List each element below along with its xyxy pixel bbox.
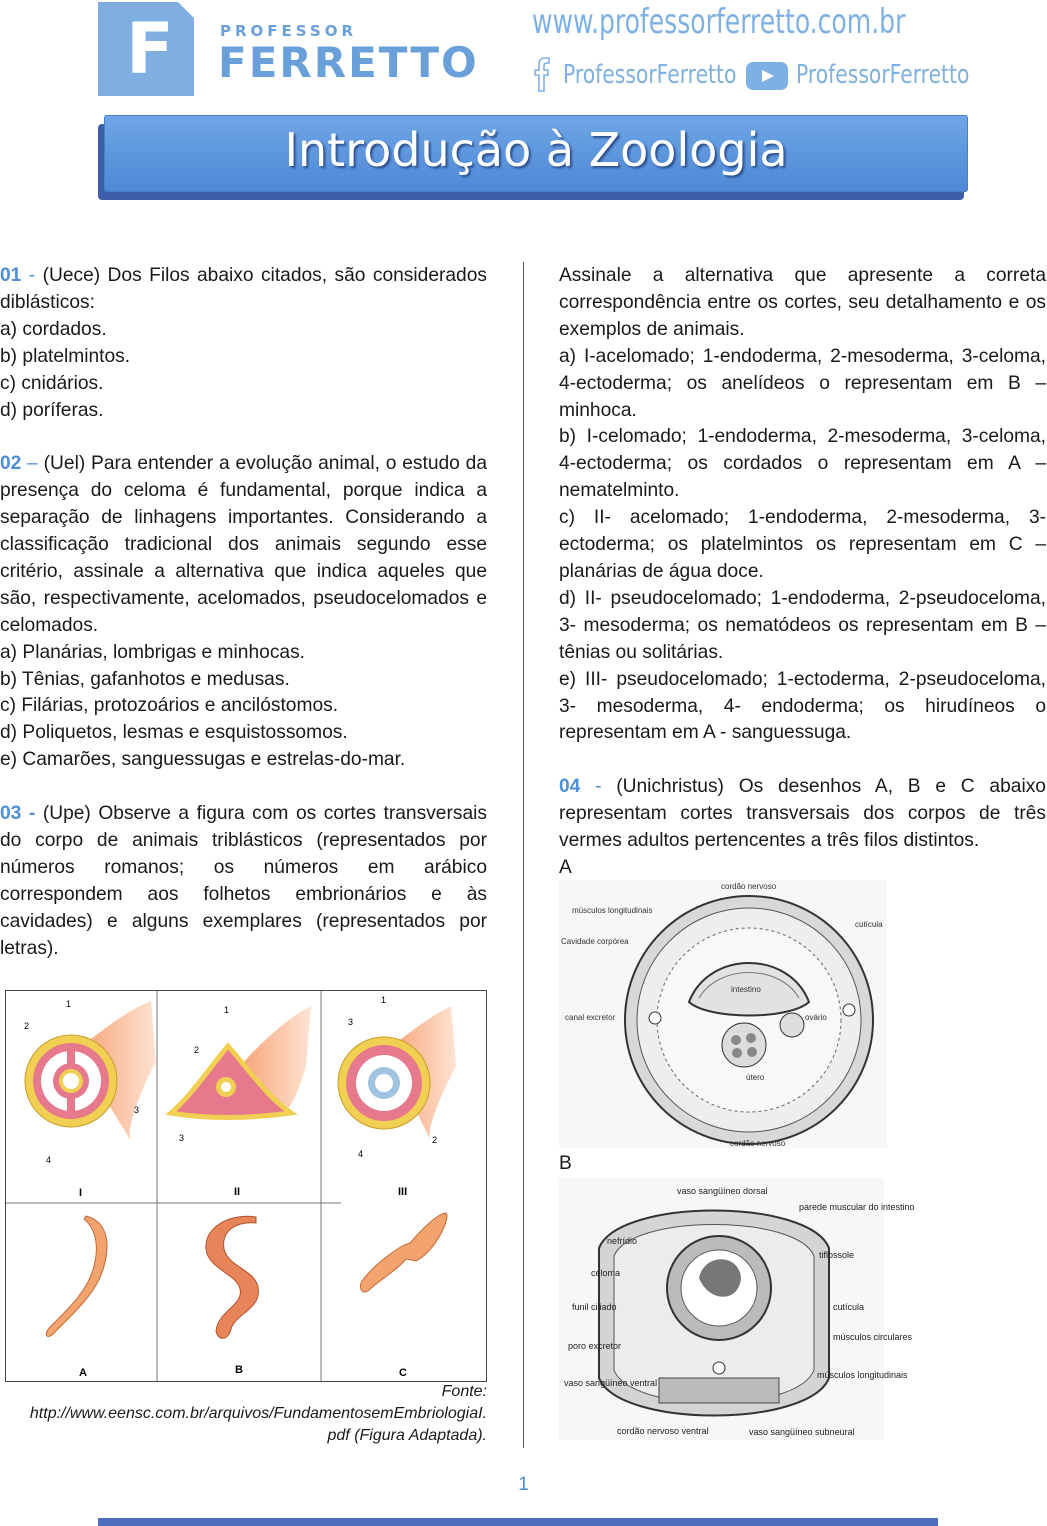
option: d) II- pseudocelomado; 1-endoderma, 2-pseudoceloma, 3- mesoderma; os nematódeos os representam em B – tênias ou solitárias.: [559, 587, 1046, 663]
youtube-handle[interactable]: ProfessorFerretto: [796, 60, 970, 90]
question-text: (Unichristus) Os desenhos A, B e C abaixo representam cortes transversais dos corpos de três vermes adultos pertencentes a três filos distintos.: [559, 776, 1046, 852]
question-number: 02: [0, 453, 22, 475]
figure-b-label: funil ciliado: [572, 1302, 617, 1312]
option: a) Planárias, lombrigas e minhocas.: [0, 641, 306, 663]
figure-b-label: vaso sangüíneo subneural: [749, 1427, 855, 1437]
figure-number: 2: [432, 1135, 438, 1145]
figure-b-label: vaso sangüíneo dorsal: [677, 1186, 768, 1196]
figure-a-label: Cavidade corpórea: [561, 937, 629, 946]
source-label: Fonte:: [441, 1383, 487, 1400]
figure-b-label: músculos circulares: [833, 1332, 913, 1342]
logo-notch: [178, 2, 194, 18]
question-04: 04 - (Unichristus) Os desenhos A, B e C abaixo representam cortes transversais dos corpos de três vermes adultos pertencentes a três filos distintos.: [559, 776, 1046, 852]
figure-letter-label: A: [79, 1367, 87, 1379]
figure-number: 1: [381, 995, 387, 1005]
figure-roman-label: II: [234, 1186, 241, 1198]
figure-number: 1: [66, 999, 72, 1009]
figure-b-label: nefrídio: [607, 1236, 638, 1246]
worm-B-illustration: [206, 1216, 259, 1338]
figure-a-label: útero: [746, 1073, 765, 1082]
option: a) I-acelomado; 1-endoderma, 2-mesoderma, 3-celoma, 4-ectoderma; os anelídeos o representam em B – minhoca.: [559, 345, 1046, 421]
facebook-handle[interactable]: ProfessorFerretto: [563, 60, 737, 90]
footer-bar: [98, 1518, 938, 1526]
figure-roman-label: I: [79, 1187, 83, 1199]
figure-a-label: cordão nervoso: [730, 1139, 786, 1148]
page-title: Introdução à Zoologia: [284, 123, 788, 177]
worm-section-A-figure: [559, 880, 887, 1148]
figure-label-b: B: [559, 1153, 572, 1174]
option: b) platelmintos.: [0, 345, 131, 367]
figure-number: 4: [358, 1149, 364, 1159]
option: a) cordados.: [0, 318, 107, 340]
worm-A-illustration: [46, 1216, 107, 1337]
figure-b-label: vaso sangüíneo ventral: [564, 1378, 658, 1388]
figure-roman-label: III: [398, 1186, 408, 1198]
option: e) III- pseudocelomado; 1-ectoderma, 2-pseudoceloma, 3- mesoderma, 4- endoderma; os hirudíneos o representam em A - sanguessuga.: [559, 668, 1046, 744]
section-III-diagram: [338, 1006, 456, 1141]
facebook-icon: [534, 56, 550, 92]
question-number: 01: [0, 265, 22, 286]
figure-label-a: A: [559, 856, 572, 878]
figure-b-label: parede muscular do intestino: [799, 1202, 915, 1212]
question-03-prompt: Assinale a alternativa que apresente a correta correspondência entre os cortes, seu detalhamento e os exemplos de animais.: [559, 265, 1046, 340]
figure-a-label: intestino: [731, 985, 761, 994]
question-text: (Uece) Dos Filos abaixo citados, são considerados diblásticos:: [0, 265, 487, 313]
figure-number: 3: [179, 1133, 185, 1143]
source-tail: pdf (Figura Adaptada).: [327, 1427, 487, 1444]
question-text: (Uel) Para entender a evolução animal, o estudo da presença do celoma é fundamental, porque indica a separação de linhagens importantes. Considerando a classificação tradicional dos animais segundo esse critério, assinale a alternativa que indica aqueles que são, respectivamente, acelomados, pseudocelomados e celomados.: [0, 453, 487, 636]
question-number: 03 -: [0, 803, 36, 825]
option: c) Filárias, protozoários e ancilóstomos.: [0, 695, 339, 717]
figure-b-label: tiflossole: [819, 1250, 855, 1260]
figure-number: 2: [24, 1021, 30, 1031]
option: c) cnidários.: [0, 372, 104, 394]
figure-source: [0, 1381, 487, 1447]
figure-letter-label: C: [399, 1367, 407, 1379]
brand-professor: PROFESSOR: [220, 22, 358, 40]
worm-section-B-figure: [559, 1178, 915, 1440]
section-II-diagram: [171, 1006, 311, 1118]
website-link[interactable]: www.professorferretto.com.br: [532, 2, 906, 42]
figure-a-label: músculos longitudinais: [572, 906, 653, 915]
figure-b-label: poro excretor: [568, 1341, 622, 1351]
figure-b-label: cordão nervoso ventral: [617, 1426, 709, 1436]
brand-ferretto: FERRETTO: [218, 38, 479, 87]
question-02: 02 – (Uel) Para entender a evolução animal, o estudo da presença do celoma é fundamental, porque indica a separação de linhagens importantes. Considerando a classificação tradicional dos animais segundo esse critério, assinale a alternativa que indica aqueles que são, respectivamente, acelomados, pseudocelomados e celomados.: [0, 453, 487, 636]
embryology-figure: [5, 990, 487, 1382]
figure-number: 3: [134, 1105, 140, 1115]
section-I-diagram: [25, 1001, 156, 1141]
option: d) poríferas.: [0, 399, 104, 421]
figure-number: 3: [348, 1017, 354, 1027]
figure-b-label: cutícula: [833, 1302, 865, 1312]
figure-number: 4: [46, 1155, 52, 1165]
option: d) Poliquetos, lesmas e esquistossomos.: [0, 722, 348, 744]
question-text: (Upe) Observe a figura com os cortes transversais do corpo de animais triblásticos (representados por números romanos; os números em arábico correspondem aos folhetos embrionários e às cavidades) e alguns exemplares (representados por letras).: [0, 803, 487, 959]
youtube-icon: [746, 62, 788, 90]
question-number: 04: [559, 776, 581, 798]
figure-a-label: cordão nervoso: [721, 882, 777, 891]
right-column: [559, 263, 1046, 882]
figure-a-label: ovário: [805, 1013, 827, 1022]
option: c) II- acelomado; 1-endoderma, 2-mesoderma, 3-ectoderma; os platelmintos os representam em C – planárias de água doce.: [559, 507, 1046, 582]
left-column: [0, 263, 487, 963]
option: b) I-celomado; 1-endoderma, 2-mesoderma, 3-celoma, 4-ectoderma; os cordados o representam em A – nematelminto.: [559, 426, 1046, 502]
figure-b-label: músculos longitudinais: [817, 1370, 908, 1380]
figure-a-label: canal excretor: [565, 1013, 616, 1022]
figure-number: 2: [194, 1045, 200, 1055]
figure-letter-label: B: [235, 1364, 243, 1376]
question-01: 01 - (Uece) Dos Filos abaixo citados, são considerados diblásticos:: [0, 265, 487, 313]
option: b) Tênias, gafanhotos e medusas.: [0, 668, 290, 690]
figure-b-label: celoma: [591, 1268, 621, 1278]
source-url[interactable]: http://www.eensc.com.br/arquivos/FundamentosemEmbriologiaI.: [29, 1405, 487, 1422]
page-number: 1: [518, 1474, 529, 1495]
column-divider: [523, 262, 524, 1448]
question-03: [0, 801, 487, 962]
option: e) Camarões, sanguessugas e estrelas-do-mar.: [0, 749, 406, 771]
figure-number: 1: [224, 1005, 230, 1015]
logo-letter: F: [126, 8, 174, 90]
figure-a-label: cutícula: [855, 920, 883, 929]
worm-C-illustration: [360, 1213, 447, 1292]
figure-label-b-wrap: [559, 1151, 659, 1178]
